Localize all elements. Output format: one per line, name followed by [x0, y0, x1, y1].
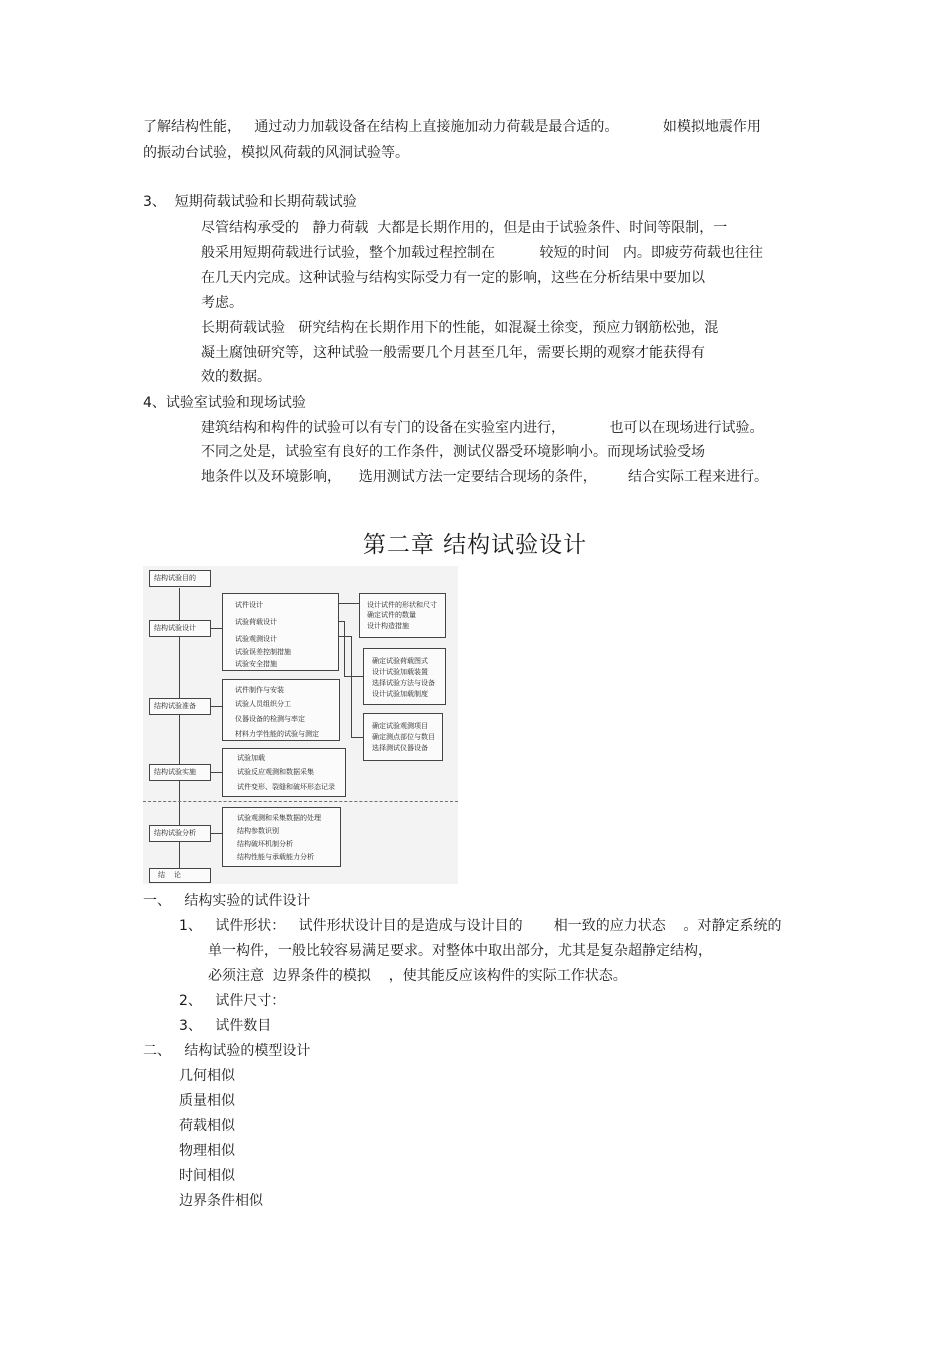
exec-item: 试件变形、裂缝和破坏形态记录: [237, 783, 335, 791]
section-one-item1-line: 单一构件，一般比较容易满足要求。对整体中取出部分，尤其是复杂超静定结构，: [208, 943, 712, 959]
connector-line: [211, 628, 222, 629]
stage-label: 结构试验目的: [154, 574, 196, 582]
prep-item: 材料力学性能的试验与测定: [235, 730, 319, 738]
chapter-title: 第二章 结构试验设计: [362, 532, 588, 558]
section-one-item1-line: 1、 试件形状： 试件形状设计目的是造成与设计目的 相一致的应力状态 。对静定系统的: [179, 918, 782, 934]
stage-label: 结 论: [158, 871, 181, 879]
section-one-item1-line: 必须注意 边界条件的模拟 ，使其能反应该构件的实际工作状态。: [208, 968, 627, 984]
observation-design-box: [363, 713, 443, 761]
stage-box-conclusion: [149, 868, 211, 883]
stage-label: 结构试验分析: [154, 829, 196, 837]
stage-box-exec: [149, 764, 211, 781]
design-item: 试验误差控制措施: [235, 648, 291, 656]
stage-label: 结构试验准备: [154, 702, 196, 710]
exec-item: 试验加载: [237, 754, 265, 762]
spec-item: 确定试件的数量: [367, 611, 416, 619]
analysis-item: 结构参数识别: [237, 827, 279, 835]
section-3-p2-line: 效的数据。: [201, 369, 271, 385]
section-4-p1-line: 地条件以及环境影响， 选用测试方法一定要结合现场的条件， 结合实际工程来进行。: [201, 469, 768, 485]
similarity-item: 几何相似: [179, 1068, 235, 1084]
stage-box-design: [149, 620, 211, 637]
prep-detail-box: [222, 679, 340, 741]
connector-line: [344, 676, 363, 677]
dashed-divider: [143, 801, 458, 802]
section-3-p2-line: 凝土腐蚀研究等，这种试验一般需要几个月甚至几年，需要长期的观察才能获得有: [201, 345, 705, 361]
load-item: 设计试验加载装置: [372, 668, 428, 676]
design-item: 试验观测设计: [235, 635, 277, 643]
load-item: 选择试验方法与设备: [372, 679, 435, 687]
load-design-box: [363, 648, 446, 705]
design-detail-box: [222, 593, 339, 671]
load-item: 设计试验加载制度: [372, 690, 428, 698]
connector-line: [211, 833, 222, 834]
specimen-spec-box: [359, 593, 446, 638]
stage-box-analysis: [149, 825, 211, 842]
section-3-p1-line: 般采用短期荷载进行试验，整个加载过程控制在 较短的时间 内。即疲劳荷载也往往: [201, 245, 763, 261]
stage-label: 结构试验设计: [154, 624, 196, 632]
spec-item: 设计构造措施: [367, 622, 409, 630]
section-3-p1-line: 尽管结构承受的 静力荷载 大都是长期作用的，但是由于试验条件、时间等限制，一: [201, 220, 728, 236]
intro-line-1: 了解结构性能， 通过动力加载设备在结构上直接施加动力荷载是最合适的。 如模拟地震作用: [143, 119, 761, 135]
obs-item: 确定试验观测项目: [372, 722, 428, 730]
section-one-heading: 一、 结构实验的试件设计: [143, 893, 311, 909]
section-one-item3: 3、 试件数目: [179, 1018, 272, 1034]
obs-item: 确定测点部位与数目: [372, 733, 435, 741]
prep-item: 仪器设备的检测与率定: [235, 715, 305, 723]
section-one-item2: 2、 试件尺寸：: [179, 993, 286, 1009]
analysis-item: 结构破坏机制分析: [237, 840, 293, 848]
similarity-item: 质量相似: [179, 1093, 235, 1109]
analysis-detail-box: [222, 807, 341, 867]
section-3-p2-line: 长期荷载试验 研究结构在长期作用下的性能，如混凝土徐变，预应力钢筋松弛，混: [201, 320, 719, 336]
connector-line: [351, 636, 352, 737]
section-4-p1-line: 建筑结构和构件的试验可以有专门的设备在实验室内进行， 也可以在现场进行试验。: [201, 420, 764, 436]
similarity-item: 时间相似: [179, 1168, 235, 1184]
design-item: 试验安全措施: [235, 660, 277, 668]
similarity-item: 荷载相似: [179, 1118, 235, 1134]
prep-item: 试验人员组织分工: [235, 700, 291, 708]
stage-box-prep: [149, 698, 211, 715]
obs-item: 选择测试仪器设备: [372, 744, 428, 752]
exec-item: 试验反应观测和数据采集: [237, 768, 314, 776]
connector-line: [344, 621, 345, 676]
intro-line-2: 的振动台试验，模拟风荷载的风洞试验等。: [143, 145, 409, 161]
design-item: 试验荷载设计: [235, 618, 277, 626]
connector-line: [339, 603, 359, 604]
section-4-heading: 4、试验室试验和现场试验: [143, 395, 306, 411]
section-two-heading: 二、 结构试验的模型设计: [143, 1043, 311, 1059]
section-3-p1-line: 考虑。: [201, 295, 243, 311]
section-4-p1-line: 不同之处是，试验室有良好的工作条件，测试仪器受环境影响小。而现场试验受场: [201, 444, 705, 460]
similarity-item: 物理相似: [179, 1143, 235, 1159]
section-3-heading: 3、 短期荷载试验和长期荷载试验: [143, 194, 357, 210]
design-item: 试件设计: [235, 601, 263, 609]
analysis-item: 试验观测和采集数据的处理: [237, 814, 321, 822]
spec-item: 设计试件的形状和尺寸: [367, 601, 437, 609]
connector-line: [351, 737, 363, 738]
connector-line: [211, 706, 222, 707]
prep-item: 试件制作与安装: [235, 686, 284, 694]
stage-box-purpose: [149, 570, 211, 587]
flowchart: [143, 566, 458, 884]
connector-line: [211, 772, 222, 773]
exec-detail-box: [222, 748, 346, 797]
stage-label: 结构试验实施: [154, 768, 196, 776]
analysis-item: 结构性能与承载能力分析: [237, 853, 314, 861]
load-item: 确定试验荷载图式: [372, 657, 428, 665]
similarity-item: 边界条件相似: [179, 1193, 263, 1209]
section-3-p1-line: 在几天内完成。这种试验与结构实际受力有一定的影响，这些在分析结果中要加以: [201, 270, 705, 286]
